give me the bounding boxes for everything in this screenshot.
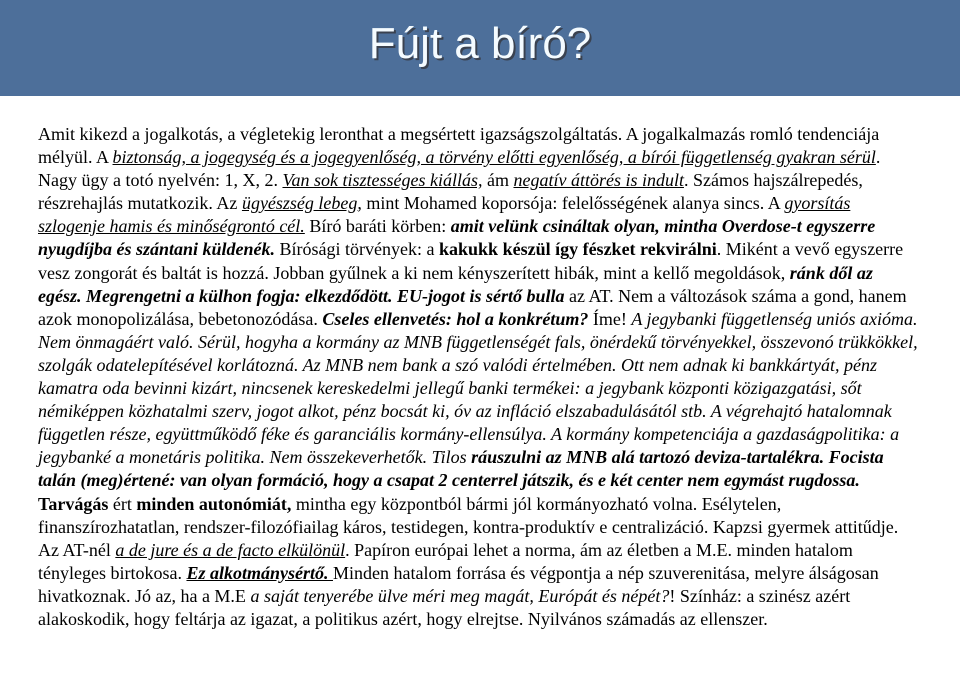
text-run: minden autonómiát, xyxy=(136,493,292,514)
text-run: . Papíron európai lehet a norma, ám az életben a M.E. minden hatalom tényleges birtokosa. xyxy=(38,539,853,583)
text-run: ráuszulni az MNB alá tartozó deviza-tartalékra. Focista talán (meg)értené: van olyan formáció, hogy a csapat 2 centerrel játszik, és e két center nem egymást rugdossa. xyxy=(38,447,884,491)
text-run: az AT. Nem a változások száma a gond, hanem azok monopolizálása, bebetonozódása. xyxy=(38,285,907,329)
text-run: Minden hatalom forrása és végpontja a nép szuverenitása, melyre álságosan hivatkoznak. Jó az, ha a M.E xyxy=(38,562,879,606)
text-run: . Nagy ügy a totó nyelvén: 1, X, 2. xyxy=(38,147,881,191)
text-run: . Miként a vevő egyszerre vesz zongorát és baltát is hozzá. Jobban gyűlnek a ki nem kényszerített hibák, mint a kellő megoldások, xyxy=(38,239,904,283)
text-run: ügyészség lebeg xyxy=(241,193,358,214)
text-run: Van sok tisztességes kiállás, xyxy=(282,170,483,191)
text-run: Cseles ellenvetés: hol a konkrétum? xyxy=(322,308,589,329)
text-run: a saját tenyerébe ülve méri meg magát, Európát és népét? xyxy=(250,585,670,606)
slide-title: Fújt a bíró? xyxy=(368,19,592,68)
text-run: Tarvágás xyxy=(38,493,109,514)
text-run: Bírósági törvények: a xyxy=(275,239,440,260)
text-run: kakukk készül így fészket rekvirálni xyxy=(439,239,717,260)
text-run: Bíró baráti körben: xyxy=(304,216,451,237)
text-run: ! Színház: a szinész azért alakoskodik, hogy feltárja az igazat, a politikus azért, hogy elrejtse. Nyilvános számadás az ellenszer. xyxy=(38,585,851,629)
text-run: . Számos hajszálrepedés, részrehajlás mutatkozik. Az xyxy=(38,170,863,214)
text-run: Amit kikezd a jogalkotás, a végletekig leronthat a megsértett igazságszolgáltatás. A jogalkalmazás romló tendenciája mélyül. A xyxy=(38,124,880,168)
text-run: gyorsítás szlogenje hamis és minőségrontó cél. xyxy=(38,193,851,237)
text-run: Ez alkotmánysértő. xyxy=(186,562,333,583)
text-run: a de jure és a de facto elkülönül xyxy=(115,539,346,560)
body-paragraph xyxy=(38,123,920,631)
text-run: negatív áttörés is indult xyxy=(513,170,684,191)
text-run: A jegybanki függetlenség uniós axióma. Nem önmagáért való. Sérül, hogyha a kormány az MNB függetlenségét fals, önérdekű törvényekkel, összevonó trükkökkel, szolgák odatelepítésével korlátozná. Az MNB nem bank a szó valódi értelmében. Ott nem adnak ki bankkártyát, pénz kamatra oda bevinni kizárt, nincsenek kereskedelmi jellegű banki termékei: a jegybank központi közigazgatási, sőt némiképpen közhatalmi szerv, jogot alkot, pénz bocsát ki, óv az infláció elszabadulásától stb. A végrehajtó hatalomnak független része, együttműködő féke és garanciális kormány-ellensúlya. A kormány kompetenciája a gazdaságpolitika: a jegybanké a monetáris politika. Nem összekeverhetők. Tilos xyxy=(38,308,918,468)
text-run: Íme! xyxy=(588,308,632,329)
text-run: , mint Mohamed koporsója: felelősségének alanya sincs. A xyxy=(357,193,785,214)
text-run: amit velünk csináltak olyan, mintha Overdose-t egyszerre nyugdíjba és szántani küldenék. xyxy=(38,216,876,260)
text-run: mintha egy központból bármi jól kormányozható volna. Esélytelen, finanszírozhatatlan, rendszer-filozófiailag káros, testidegen, kontra-produktív e centralizáció. Kapzsi gyermek attitűdje. Az AT-nél xyxy=(38,493,899,560)
text-run: ránk dől az egész. Megrengetni a külhon fogja: elkezdődött. EU-jogot is sértő bulla xyxy=(38,262,873,306)
text-run: ám xyxy=(482,170,514,191)
text-run: ért xyxy=(108,493,137,514)
text-run: biztonság, a jogegység és a jogegyenlőség, a törvény előtti egyenlőség, a bírói függetlenség gyakran sérül xyxy=(112,147,876,168)
